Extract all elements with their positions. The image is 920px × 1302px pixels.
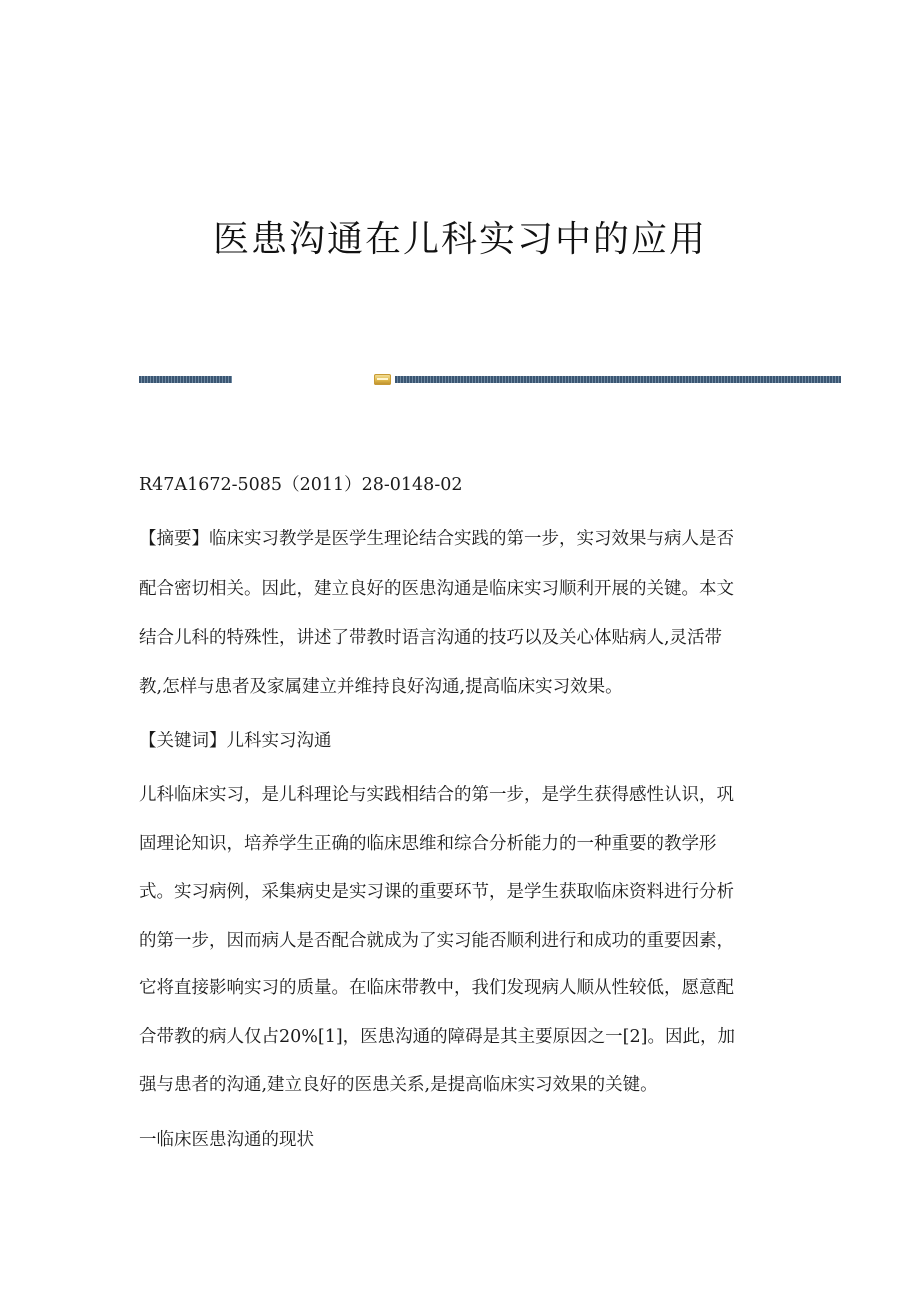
abstract-line: 配合密切相关。因此，建立良好的医患沟通是临床实习顺利开展的关键。本文 xyxy=(139,579,734,599)
classification-code: R47A1672-5085（2011）28-0148-02 xyxy=(139,475,463,495)
divider-ornament-icon xyxy=(374,374,391,385)
abstract-line: 结合儿科的特殊性，讲述了带教时语言沟通的技巧以及关心体贴病人,灵活带 xyxy=(139,628,723,648)
body-line: 的第一步，因而病人是否配合就成为了实习能否顺利进行和成功的重要因素， xyxy=(139,931,734,951)
keywords: 【关键词】儿科实习沟通 xyxy=(139,731,332,751)
divider-bar-right xyxy=(395,376,841,383)
abstract-line: 教,怎样与患者及家属建立并维持良好沟通,提高临床实习效果。 xyxy=(139,677,623,697)
body-line: 强与患者的沟通,建立良好的医患关系,是提高临床实习效果的关键。 xyxy=(139,1075,658,1095)
decorative-divider xyxy=(139,374,841,384)
body-line: 合带教的病人仅占20%[1]，医患沟通的障碍是其主要原因之一[2]。因此，加 xyxy=(139,1027,735,1047)
body-line: 式。实习病例，采集病史是实习课的重要环节，是学生获取临床资料进行分析 xyxy=(139,882,734,902)
section-heading: 一临床医患沟通的现状 xyxy=(139,1130,314,1150)
body-line: 固理论知识，培养学生正确的临床思维和综合分析能力的一种重要的教学形 xyxy=(139,834,717,854)
body-line: 儿科临床实习，是儿科理论与实践相结合的第一步，是学生获得感性认识，巩 xyxy=(139,785,734,805)
divider-bar-left xyxy=(139,376,232,383)
body-line: 它将直接影响实习的质量。在临床带教中，我们发现病人顺从性较低，愿意配 xyxy=(139,978,734,998)
abstract-line: 【摘要】临床实习教学是医学生理论结合实践的第一步，实习效果与病人是否 xyxy=(139,529,734,549)
page-title: 医患沟通在儿科实习中的应用 xyxy=(212,219,707,260)
